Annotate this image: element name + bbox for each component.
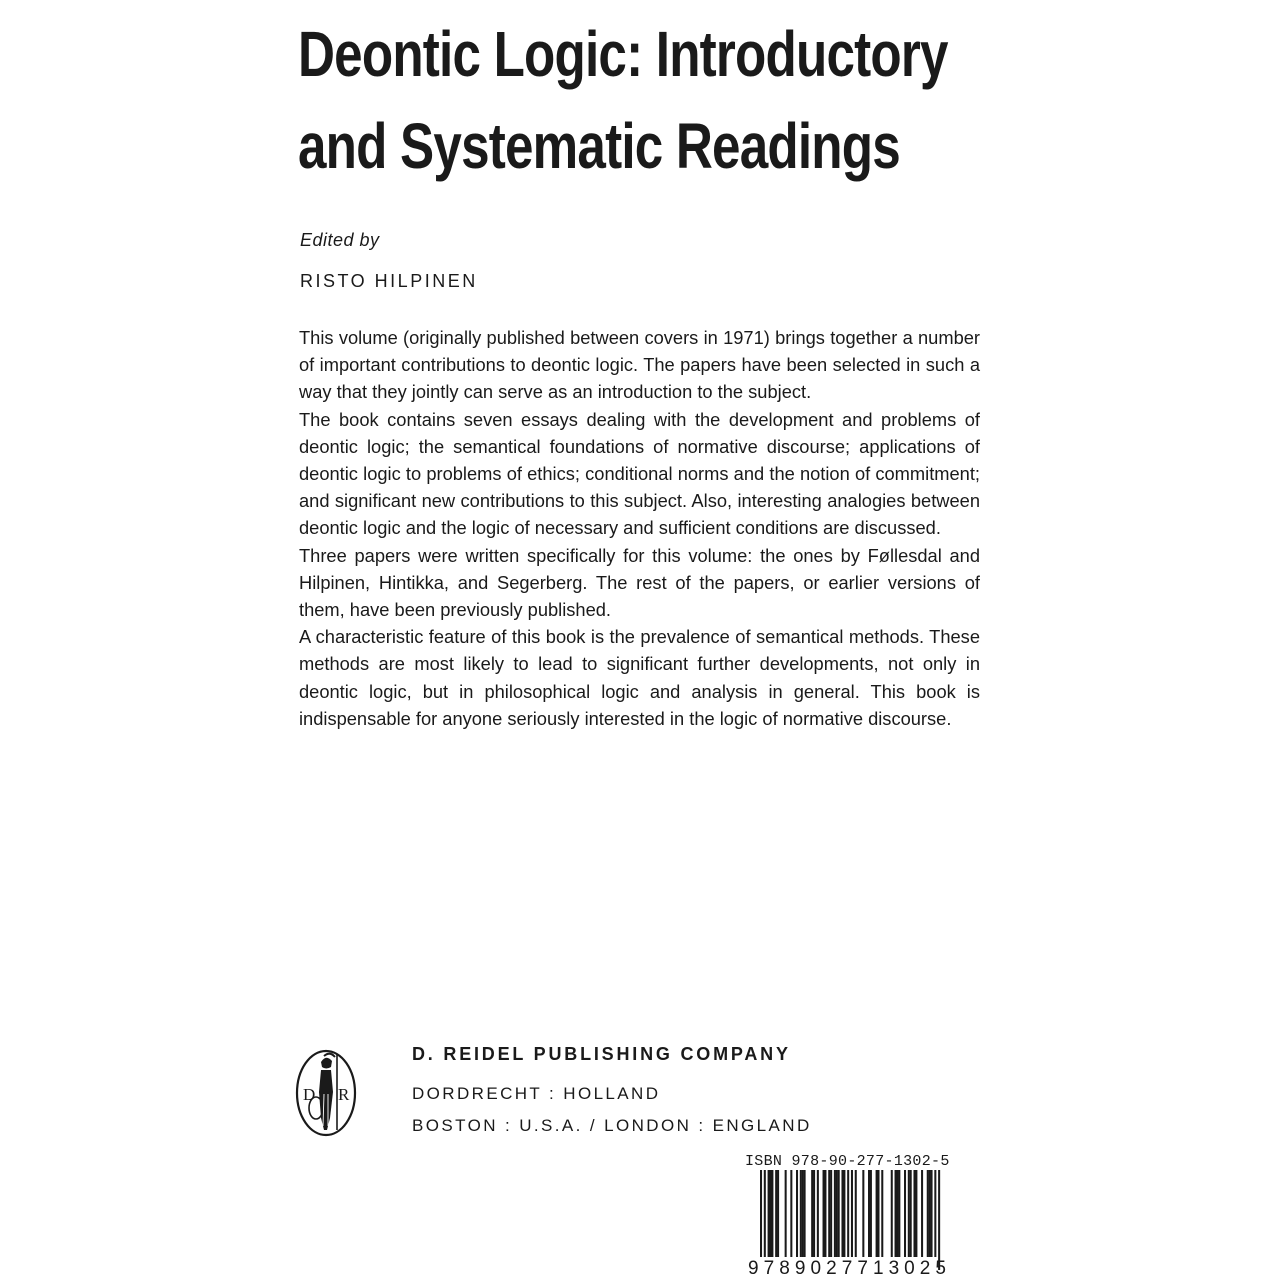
barcode-bar: [804, 1170, 806, 1258]
editor-name: RISTO HILPINEN: [300, 271, 478, 291]
barcode-bar: [841, 1170, 843, 1258]
book-title: [298, 8, 948, 192]
barcode-bar: [843, 1170, 845, 1258]
barcode-bar: [777, 1170, 779, 1258]
emblem-letter-d: D: [303, 1085, 316, 1104]
barcode-icon: [746, 1170, 950, 1277]
barcode-bar: [760, 1170, 762, 1270]
barcode-bar: [881, 1170, 883, 1258]
barcode-bar: [830, 1170, 832, 1258]
barcode-bar: [834, 1170, 836, 1258]
barcode-bar: [828, 1170, 830, 1258]
barcode-bar: [768, 1170, 770, 1258]
barcode-bar: [855, 1170, 857, 1258]
barcode-bar: [851, 1170, 853, 1270]
description-paragraph-1: This volume (originally published between covers in 1971) brings together a number of important contributions to deontic logic. The papers have been selected in such a way that they jointly can serve as an introduction to the subject.: [299, 327, 980, 403]
barcode-bar: [800, 1170, 802, 1258]
publisher-city-line-2: BOSTON : U.S.A. / LONDON : ENGLAND: [412, 1116, 812, 1135]
barcode-bar: [931, 1170, 933, 1258]
barcode-bar: [870, 1170, 872, 1258]
book-description: [299, 324, 980, 732]
barcode-bar: [896, 1170, 898, 1258]
barcode-bar: [908, 1170, 910, 1258]
barcode-bar: [904, 1170, 906, 1258]
barcode-bar: [862, 1170, 864, 1258]
barcode-bar: [891, 1170, 893, 1258]
barcode-bar: [764, 1170, 766, 1270]
barcode-bar: [802, 1170, 804, 1258]
publisher-emblem-icon: [294, 1048, 358, 1138]
barcode-bar: [847, 1170, 849, 1270]
barcode-bar: [927, 1170, 929, 1258]
barcode-bar: [785, 1170, 787, 1258]
description-paragraph-3: Three papers were written specifically for this volume: the ones by Føllesdal and Hilpinen, Hintikka, and Segerberg. The rest of the papers, or earlier versions of them, have been previously published.: [299, 544, 980, 621]
barcode-bar: [895, 1170, 897, 1258]
barcode-bar: [938, 1170, 940, 1270]
title-line-1: Deontic Logic: Introductory: [298, 18, 948, 90]
barcode-bar: [824, 1170, 826, 1258]
description-paragraph-4: A characteristic feature of this book is the prevalence of semantical methods. These methods are most likely to lead to significant further developments, not only in deontic logic, but in philosophical logic and analysis in general. This book is indispensable for anyone seriously interested in the logic of normative discourse.: [299, 626, 980, 729]
isbn-text: ISBN 978-90-277-1302-5: [745, 1153, 950, 1170]
barcode-bar: [838, 1170, 840, 1258]
barcode-bar: [813, 1170, 815, 1258]
barcode-bar: [915, 1170, 917, 1258]
barcode-bar: [877, 1170, 879, 1258]
publisher-name: D. REIDEL PUBLISHING COMPANY: [412, 1044, 791, 1064]
barcode-bar: [876, 1170, 878, 1258]
barcode-bar: [868, 1170, 870, 1258]
description-paragraph-2: The book contains seven essays dealing with the development and problems of deontic logic; the semantical foundations of normative discourse; applications of deontic logic to problems of ethics; conditional norms and the notion of commitment; and significant new contributions to this subject. Also, interesting analogies between deontic logic and the logic of necessary and sufficient conditions are discussed.: [299, 408, 980, 539]
barcode-bar: [934, 1170, 936, 1270]
barcode-bar: [790, 1170, 792, 1258]
barcode-bar: [929, 1170, 931, 1258]
barcode-bar: [898, 1170, 900, 1258]
barcode-digits: 9789027713025: [748, 1258, 946, 1277]
emblem-letter-r: R: [338, 1085, 350, 1104]
title-line-2: and Systematic Readings: [298, 110, 900, 182]
barcode-bar: [921, 1170, 923, 1258]
edited-by-label: Edited by: [300, 230, 380, 250]
barcode-bar: [769, 1170, 771, 1258]
barcode-bar: [823, 1170, 825, 1258]
publisher-city-line-1: DORDRECHT : HOLLAND: [412, 1084, 661, 1103]
barcode-bar: [796, 1170, 798, 1258]
barcode-bar: [775, 1170, 777, 1258]
barcode-bar: [910, 1170, 912, 1258]
barcode-bar: [771, 1170, 773, 1258]
barcode-bar: [817, 1170, 819, 1258]
barcode-bar: [811, 1170, 813, 1258]
barcode-bar: [913, 1170, 915, 1258]
barcode-bar: [836, 1170, 838, 1258]
